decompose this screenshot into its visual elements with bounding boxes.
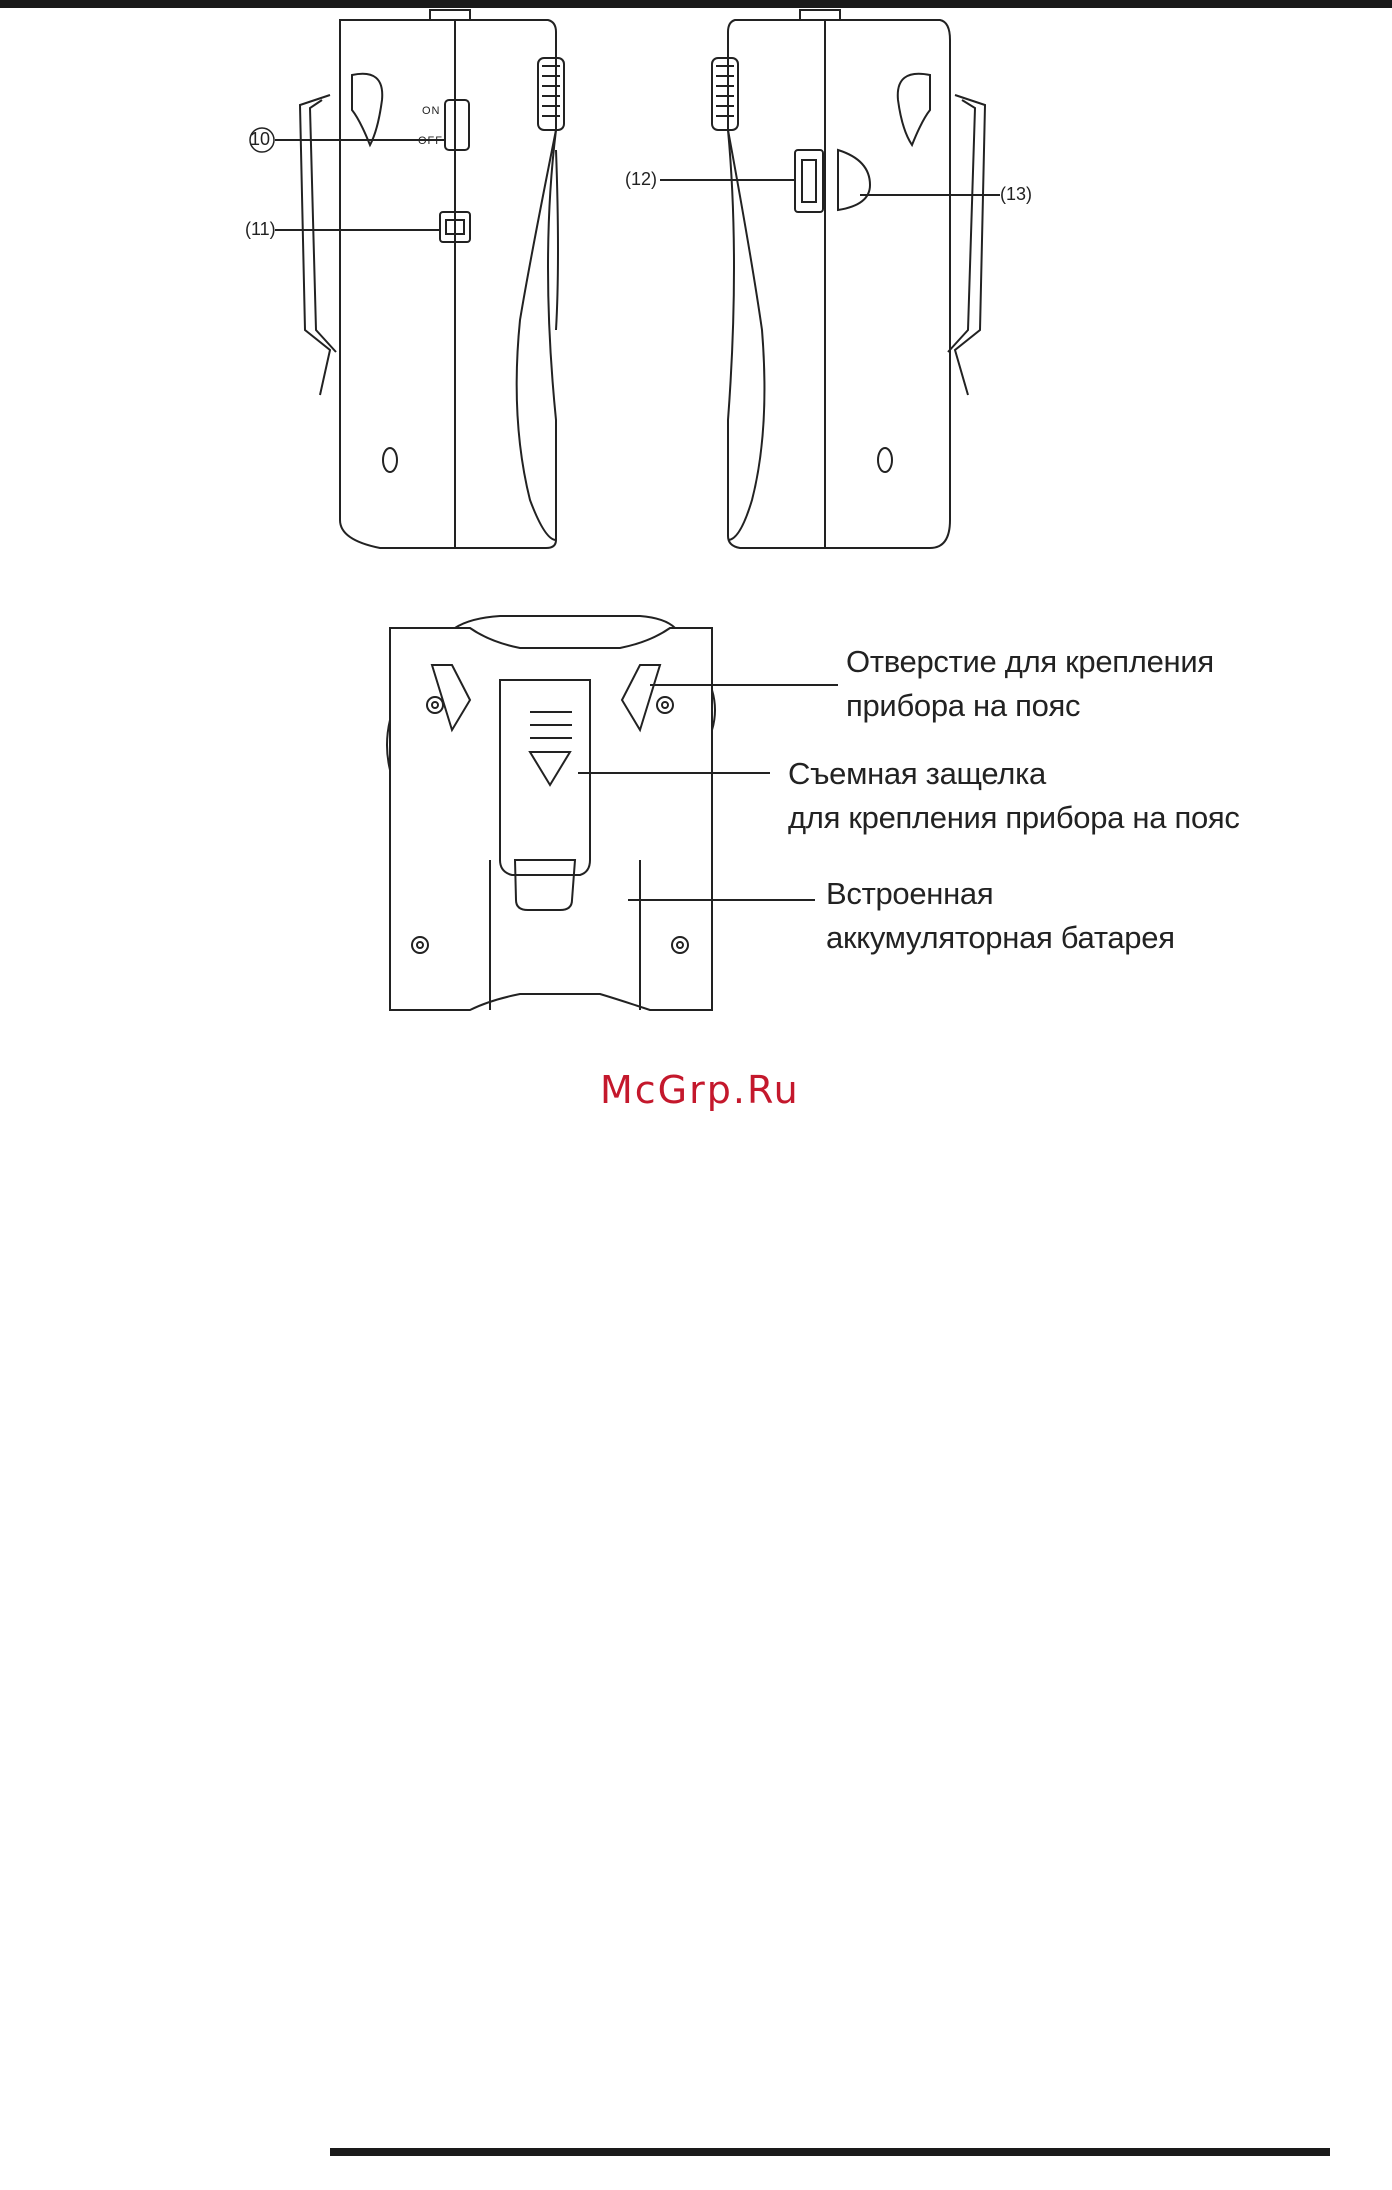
device-side-views-diagram: [0, 0, 1392, 1080]
callout-13: (13): [1000, 184, 1033, 204]
label-battery: [826, 872, 1175, 960]
label-battery-line-1: Встроенная: [826, 876, 994, 911]
watermark: McGrp.Ru: [600, 1068, 800, 1112]
label-battery-line-2: аккумуляторная батарея: [826, 920, 1175, 955]
left-side-view: [275, 10, 564, 548]
label-belt-hole-line-2: прибора на пояс: [846, 688, 1081, 723]
label-removable-clip-line-1: Съемная защелка: [788, 756, 1046, 791]
callout-11: (11): [245, 219, 276, 239]
bottom-rule: [330, 2148, 1330, 2156]
callout-10: 10: [250, 129, 271, 149]
switch-off-label: OFF: [418, 135, 443, 147]
label-removable-clip-line-2: для крепления прибора на пояс: [788, 800, 1240, 835]
callout-12: (12): [625, 169, 658, 189]
switch-on-label: ON: [422, 105, 441, 117]
label-belt-hole-line-1: Отверстие для крепления: [846, 644, 1214, 679]
right-side-view: [660, 10, 1000, 548]
back-view: [387, 616, 838, 1010]
label-removable-clip: [788, 752, 1240, 840]
label-belt-hole: [846, 640, 1214, 728]
